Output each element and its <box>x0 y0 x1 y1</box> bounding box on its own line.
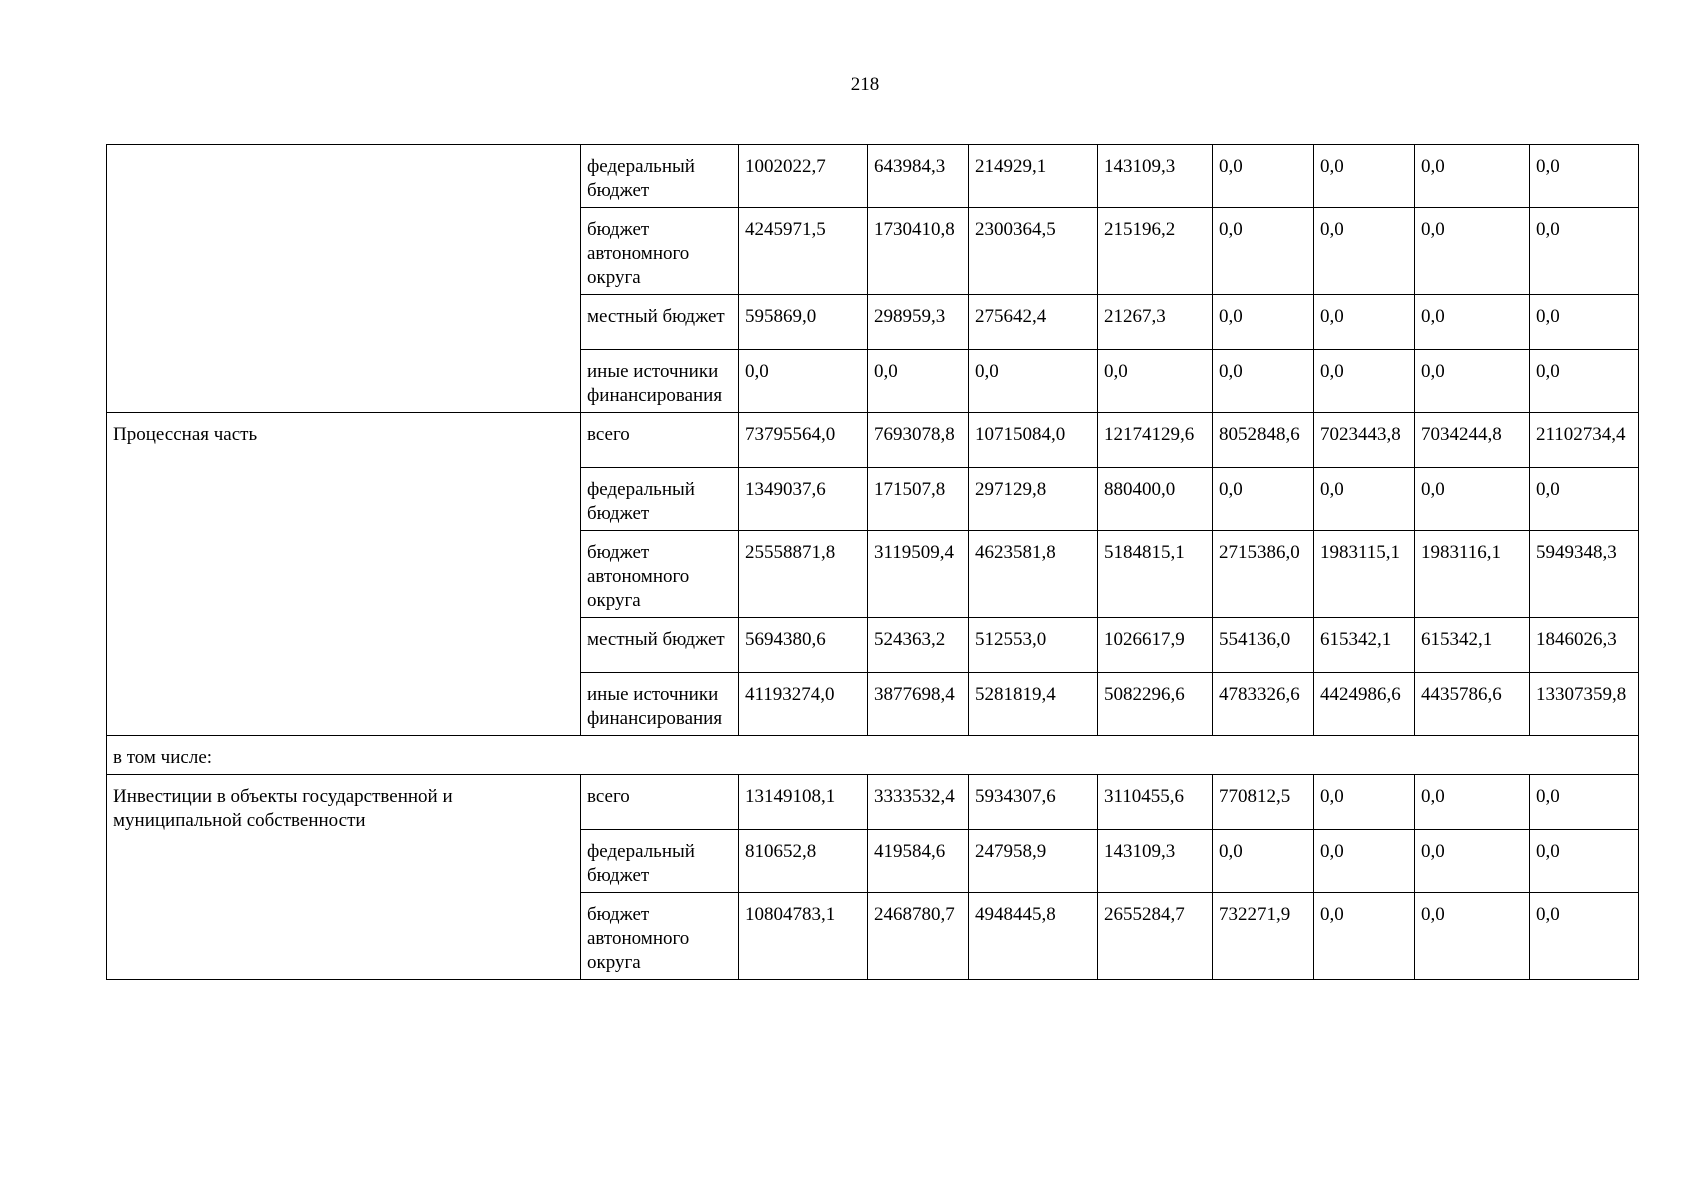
value-cell: 13149108,1 <box>739 775 868 830</box>
value-cell: 214929,1 <box>969 145 1098 208</box>
value-cell: 0,0 <box>1530 295 1639 350</box>
subheading-cell: в том числе: <box>107 736 1639 775</box>
value-cell: 0,0 <box>1415 145 1530 208</box>
value-cell: 5694380,6 <box>739 618 868 673</box>
value-cell: 0,0 <box>739 350 868 413</box>
value-cell: 0,0 <box>1415 468 1530 531</box>
value-cell: 215196,2 <box>1098 208 1213 295</box>
value-cell: 41193274,0 <box>739 673 868 736</box>
value-cell: 0,0 <box>1415 295 1530 350</box>
value-cell: 810652,8 <box>739 830 868 893</box>
value-cell: 2468780,7 <box>868 893 969 980</box>
value-cell: 5281819,4 <box>969 673 1098 736</box>
value-cell: 0,0 <box>1415 830 1530 893</box>
funding-source-cell: местный бюджет <box>581 618 739 673</box>
value-cell: 0,0 <box>1314 145 1415 208</box>
value-cell: 2300364,5 <box>969 208 1098 295</box>
section-title-cell: Процессная часть <box>107 413 581 736</box>
value-cell: 0,0 <box>1213 350 1314 413</box>
budget-table <box>106 144 1639 980</box>
value-cell: 7023443,8 <box>1314 413 1415 468</box>
value-cell: 0,0 <box>969 350 1098 413</box>
funding-source-cell: федеральный бюджет <box>581 468 739 531</box>
value-cell: 275642,4 <box>969 295 1098 350</box>
value-cell: 2655284,7 <box>1098 893 1213 980</box>
funding-source-cell: всего <box>581 413 739 468</box>
value-cell: 3119509,4 <box>868 531 969 618</box>
funding-source-cell: федеральный бюджет <box>581 145 739 208</box>
value-cell: 21267,3 <box>1098 295 1213 350</box>
value-cell: 1002022,7 <box>739 145 868 208</box>
value-cell: 4783326,6 <box>1213 673 1314 736</box>
value-cell: 7693078,8 <box>868 413 969 468</box>
value-cell: 0,0 <box>1314 468 1415 531</box>
value-cell: 0,0 <box>1415 893 1530 980</box>
value-cell: 298959,3 <box>868 295 969 350</box>
value-cell: 2715386,0 <box>1213 531 1314 618</box>
value-cell: 5949348,3 <box>1530 531 1639 618</box>
value-cell: 0,0 <box>1530 830 1639 893</box>
value-cell: 0,0 <box>1314 775 1415 830</box>
value-cell: 143109,3 <box>1098 145 1213 208</box>
value-cell: 0,0 <box>1213 830 1314 893</box>
value-cell: 0,0 <box>1530 145 1639 208</box>
value-cell: 1983116,1 <box>1415 531 1530 618</box>
value-cell: 524363,2 <box>868 618 969 673</box>
value-cell: 3333532,4 <box>868 775 969 830</box>
value-cell: 0,0 <box>1415 350 1530 413</box>
value-cell: 5184815,1 <box>1098 531 1213 618</box>
value-cell: 4424986,6 <box>1314 673 1415 736</box>
value-cell: 73795564,0 <box>739 413 868 468</box>
value-cell: 3110455,6 <box>1098 775 1213 830</box>
value-cell: 10715084,0 <box>969 413 1098 468</box>
value-cell: 10804783,1 <box>739 893 868 980</box>
table-row <box>107 145 1639 208</box>
value-cell: 143109,3 <box>1098 830 1213 893</box>
value-cell: 4435786,6 <box>1415 673 1530 736</box>
table-row <box>107 413 1639 468</box>
value-cell: 1349037,6 <box>739 468 868 531</box>
table-body <box>107 145 1639 980</box>
value-cell: 5934307,6 <box>969 775 1098 830</box>
value-cell: 25558871,8 <box>739 531 868 618</box>
value-cell: 0,0 <box>1314 350 1415 413</box>
value-cell: 419584,6 <box>868 830 969 893</box>
value-cell: 0,0 <box>1415 775 1530 830</box>
value-cell: 7034244,8 <box>1415 413 1530 468</box>
value-cell: 0,0 <box>1314 830 1415 893</box>
funding-source-cell: всего <box>581 775 739 830</box>
value-cell: 0,0 <box>1530 350 1639 413</box>
funding-source-cell: бюджет автономного округа <box>581 208 739 295</box>
value-cell: 0,0 <box>1213 295 1314 350</box>
value-cell: 643984,3 <box>868 145 969 208</box>
value-cell: 0,0 <box>1530 775 1639 830</box>
value-cell: 0,0 <box>1213 208 1314 295</box>
value-cell: 512553,0 <box>969 618 1098 673</box>
value-cell: 1846026,3 <box>1530 618 1639 673</box>
value-cell: 21102734,4 <box>1530 413 1639 468</box>
funding-source-cell: иные источники финансирования <box>581 673 739 736</box>
section-title-cell <box>107 145 581 413</box>
value-cell: 1983115,1 <box>1314 531 1415 618</box>
funding-source-cell: местный бюджет <box>581 295 739 350</box>
value-cell: 247958,9 <box>969 830 1098 893</box>
value-cell: 13307359,8 <box>1530 673 1639 736</box>
funding-source-cell: федеральный бюджет <box>581 830 739 893</box>
page-number: 218 <box>850 74 880 95</box>
value-cell: 0,0 <box>1415 208 1530 295</box>
value-cell: 4623581,8 <box>969 531 1098 618</box>
value-cell: 4245971,5 <box>739 208 868 295</box>
value-cell: 0,0 <box>868 350 969 413</box>
value-cell: 615342,1 <box>1314 618 1415 673</box>
funding-source-cell: иные источники финансирования <box>581 350 739 413</box>
section-title-cell: Инвестиции в объекты государственной и муниципальной собственности <box>107 775 581 980</box>
value-cell: 4948445,8 <box>969 893 1098 980</box>
value-cell: 0,0 <box>1213 468 1314 531</box>
funding-source-cell: бюджет автономного округа <box>581 893 739 980</box>
value-cell: 0,0 <box>1530 208 1639 295</box>
value-cell: 595869,0 <box>739 295 868 350</box>
funding-source-cell: бюджет автономного округа <box>581 531 739 618</box>
value-cell: 171507,8 <box>868 468 969 531</box>
value-cell: 554136,0 <box>1213 618 1314 673</box>
value-cell: 1730410,8 <box>868 208 969 295</box>
table-row-subheading <box>107 736 1639 775</box>
value-cell: 12174129,6 <box>1098 413 1213 468</box>
value-cell: 5082296,6 <box>1098 673 1213 736</box>
value-cell: 615342,1 <box>1415 618 1530 673</box>
value-cell: 880400,0 <box>1098 468 1213 531</box>
value-cell: 0,0 <box>1213 145 1314 208</box>
value-cell: 297129,8 <box>969 468 1098 531</box>
value-cell: 0,0 <box>1530 468 1639 531</box>
value-cell: 0,0 <box>1098 350 1213 413</box>
value-cell: 0,0 <box>1314 295 1415 350</box>
table-row <box>107 775 1639 830</box>
value-cell: 770812,5 <box>1213 775 1314 830</box>
value-cell: 0,0 <box>1314 893 1415 980</box>
value-cell: 732271,9 <box>1213 893 1314 980</box>
value-cell: 0,0 <box>1314 208 1415 295</box>
value-cell: 1026617,9 <box>1098 618 1213 673</box>
value-cell: 8052848,6 <box>1213 413 1314 468</box>
value-cell: 0,0 <box>1530 893 1639 980</box>
value-cell: 3877698,4 <box>868 673 969 736</box>
